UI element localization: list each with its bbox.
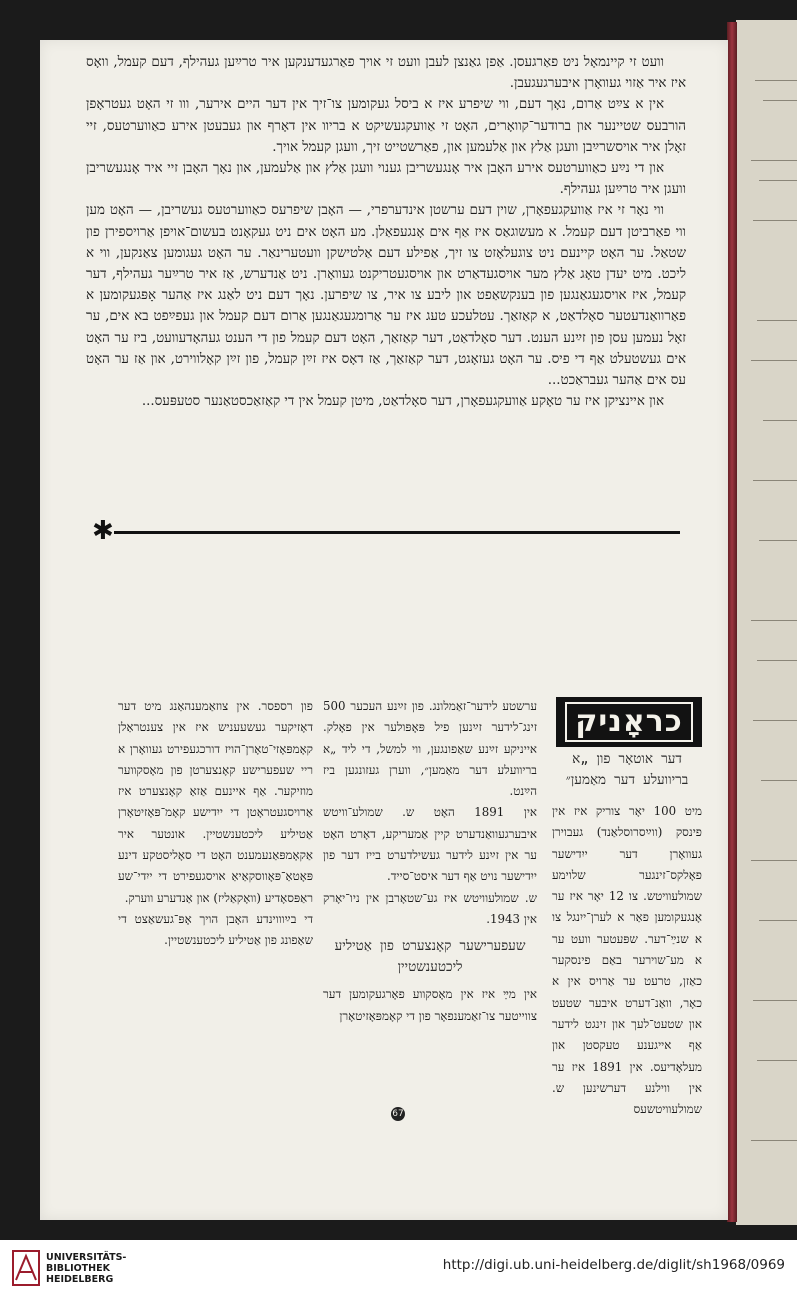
facing-page-edge [736, 20, 797, 1225]
column-text: אין 1891 האָט ש. שמולע־וויטש איבערגעוואַנדערט קיין אַמעריקע, דאָרט האָט ער אין זײַנע לידער געשילדערט בייז דער פון ייִדישער נויט אַף דער איסט־סייד. [323, 805, 537, 884]
chronicle-masthead: כראָניק [556, 697, 702, 747]
story-text [86, 52, 686, 412]
column-right [552, 693, 702, 1120]
column-text: מיט 100 יאָר צוריק איז אין פינסק (ווײַסרוסלאַנד) געבוירן געוואָרן דער ייִדישער פאָלקס־זינגער שלוימע שמולעוויטש. צו 12 יאָר איז ער אָנגעקומען פאַר א לערן־ייִנגל צו א שנײַ־דער. שפּעטער וועט ער א מע־שוירער באַם פינסקער כאַזן, טרעט ער אַרויס אין א כאָר, וואַנ־דערט איבער שטעט און שטעט־לעך און זינגט לידער אַף אייגענע טעקסטן און מעלאָדיעס. אין 1891 איז ער אין ווילנע דערשינען ש. שמולעוויטשעס [552, 804, 702, 1117]
column-text: די בײַוווינדע האָבן הויך אָפּ־געשאַצט די שאַפונג פון אַטיליע ליכטענשטיין. [118, 911, 313, 948]
source-url-link[interactable]: http://digi.ub.uni-heidelberg.de/diglit/sh1968/0969 [442, 1257, 785, 1273]
paragraph: וועט זי קיינמאָל ניט פאַרגעסן. אַפן גאַנצן לעבן וועט זי אויך פאַרגעדענקען איר טרײַען געהילף, דעם קעמל, וואָס איז איר אַזוי געוואָרן איבערגעגעבן. [86, 55, 686, 92]
book-binding [727, 22, 737, 1222]
viewer-footer [0, 1240, 797, 1296]
page-number: 67 [392, 1109, 404, 1119]
column-left [118, 696, 313, 952]
paragraph: און איינציקן איז ער טאָקע אַוועקגעפאָרן, דער סאָלדאַט, מיטן קעמל אין די קאַזאַכסטאַנער סטעפּעס... [141, 394, 664, 410]
asterisk-icon: ✱ [92, 516, 114, 546]
paragraph: ווי נאָר זי איז אַוועקגעפאָרן, שוין דעם ערשטן אינדערפרי, — האָבן שיפרעס כאַווערטעס געשריבן, — האָט מען ווי פאַרביטן דעם קעמל. א מעשוגאַס איז אַף אים אָנגעפאַלן. מע האָט אים ניט געקאָנט בעשום־אויפן אַרויספירן פון שטאַל. ער האָט קיינעם ניט צוגעלאָזט צו זיך, אַפילע דעם אַלטישקן וועטערינאַר. ער האָט געגומען צאַנקען, ווי א ליכט. מיט יעדן טאָג אַלץ מער אויסגעדאַרט און אויסגעטריקנט געוואָרן. ניט אַנדערש, אַז איר טרײַער געהילף, דער קעמל, איז אויסגעגאַנגען פון בענקשאַפט און ליבע צו איר, צו שיפרען. נאָך דעם ניט לאַנג איז אַהער אָפּגעקומען א פאַרוואַנדעטער סאָלדאַט, א קאַזאַך. עטלעכע טעג איז ער אַרומגעגאַנגען אַרום דעם קעמל און געפײַפט בא אים, ער זאָל נעמען עסן פון זײַנע הענט. דער סאָלדאַט, דער קאַזאַך, האָט דעם קעמל פון די הענט געהאָדעוועט, ביז ער האָט אים געשטעלט אַף די פיס. ער האָט געזאָגט, דער קאַזאַך, אַז דאָס איז זײַן קעמל, פון זײַן קאָלווירט, און אַז ער האָט עס אים אַהער געבראַכט... [86, 203, 686, 389]
university-library-logo-icon [12, 1250, 40, 1286]
column-heading: דער אוטאָר פון „א בריוועלע דער מאַמען״ [565, 751, 689, 788]
library-name: UNIVERSITÄTS- BIBLIOTHEK HEIDELBERG [46, 1252, 127, 1285]
paragraph: און די נײַע כאַווערטעס אירע האָבן איר אָנגעשריבן גענוי וועגן אַלץ און אַלעמען, און נאָך האָבן זיי איר אָנגעשריבן וועגן איר טרײַען געהילף. [86, 161, 686, 198]
divider-rule [114, 531, 680, 534]
column-text: פון רספסר. אין צוזאַמענהאַנג מיט דער דאָזיקער געשעעניש איז אין צענטראַלן קאָמפּאָזי־טאָרן־הויז דורכגעפירט געוואָרן א ריי שעפערישע קאָנצערטן פון מאָסקווער מוזיקער. אַף איינעם אַזאַ קאָנצערט איז אַרויסגעטראָטן די ייִדישע קאָמ־פּאָזיטאָרן אַטיליע ליכטענשטיין. אונטער איר אַקאָמפּאַנעמענט האָט די סאָליסטקע דינע פּאָטאַ־פּאָווסקאַיאַ אויסגעפירט די ייִדי־שע ראַפּסאָדיע (וואָקאַליז) און אַנדערע ווערק. [118, 699, 313, 905]
section-divider [92, 516, 680, 546]
paragraph: אין א צײַט אַרום, נאָך דעם, ווי שיפרע איז א ביסל געקומען צו־זיך אין דער היים אירער, ווו זי האָט געטראָפן הורבעס שטיינער און ברודער־קוואָרים, האָט זי אַוועקגעשיקט א בריוו אין דאָרף און געבעטן אירע כאַווערטעס, זיי זאָלן איר אויסשרײַבן וועגן אַלץ און אַלעמען און, פאַרשטייט זיך, וועגן קעמל אויך. [86, 97, 686, 155]
column-text: ערשטע לידער־זאַמלונג. פון זײַנע העכער 500 זינג־לידער זײַנען פיל פּאָפּולער אין פאָלק. אייניקע זײַנע שאַפונגען, ווי למשל, די ליד „א בריוועלע דער מאַמען״, ווערן געזונגען ביז הײַנט. [323, 699, 537, 799]
column-text: אין מײַ איז אין מאָסקווע פאָרגעקומען דער צווייטער צו־זאַמענפאָר פון די קאָמפּאָזיטאָרן [323, 987, 537, 1023]
column-text: ש. שמולעוויטש איז גע־שטאָרבן אין ניו־יאָרק אין 1943. [323, 890, 537, 926]
column-middle [323, 696, 537, 1027]
column-heading: שעפערישער קאָנצערט פון אַטיליע ליכטענשטיין [334, 938, 526, 976]
